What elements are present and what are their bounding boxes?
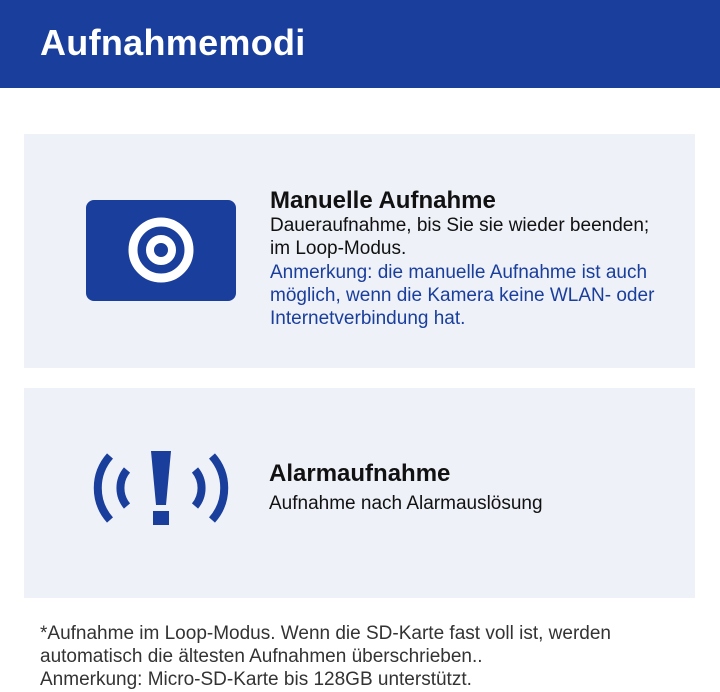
description-line: Daueraufnahme, bis Sie sie wieder beenden; bbox=[270, 215, 650, 236]
alarm-mode-description bbox=[269, 492, 689, 515]
manual-mode-description bbox=[270, 214, 690, 260]
footnote-line: Anmerkung: Micro-SD-Karte bis 128GB unterstützt. bbox=[40, 669, 472, 690]
note-line: Anmerkung: die manuelle Aufnahme ist auch bbox=[270, 262, 648, 283]
page-title: Aufnahmemodi bbox=[40, 22, 306, 63]
description-line: im Loop-Modus. bbox=[270, 238, 407, 259]
mode-card-alarm bbox=[24, 388, 695, 598]
record-target-icon bbox=[86, 200, 236, 301]
note-line: möglich, wenn die Kamera keine WLAN- oder bbox=[270, 285, 655, 306]
description-line: Aufnahme nach Alarmauslösung bbox=[269, 493, 543, 514]
mode-card-manual bbox=[24, 134, 695, 368]
manual-mode-title: Manuelle Aufnahme bbox=[270, 187, 496, 214]
footnote-line: automatisch die ältesten Aufnahmen überschrieben.. bbox=[40, 646, 483, 667]
manual-mode-note bbox=[270, 261, 690, 330]
alarm-signal-icon bbox=[88, 448, 234, 528]
note-line: Internetverbindung hat. bbox=[270, 308, 466, 329]
footnote-line: *Aufnahme im Loop-Modus. Wenn die SD-Karte fast voll ist, werden bbox=[40, 623, 611, 644]
alarm-mode-title: Alarmaufnahme bbox=[269, 460, 451, 487]
page-header bbox=[0, 0, 720, 88]
record-target-glyph bbox=[127, 216, 195, 284]
footnote bbox=[40, 622, 710, 691]
